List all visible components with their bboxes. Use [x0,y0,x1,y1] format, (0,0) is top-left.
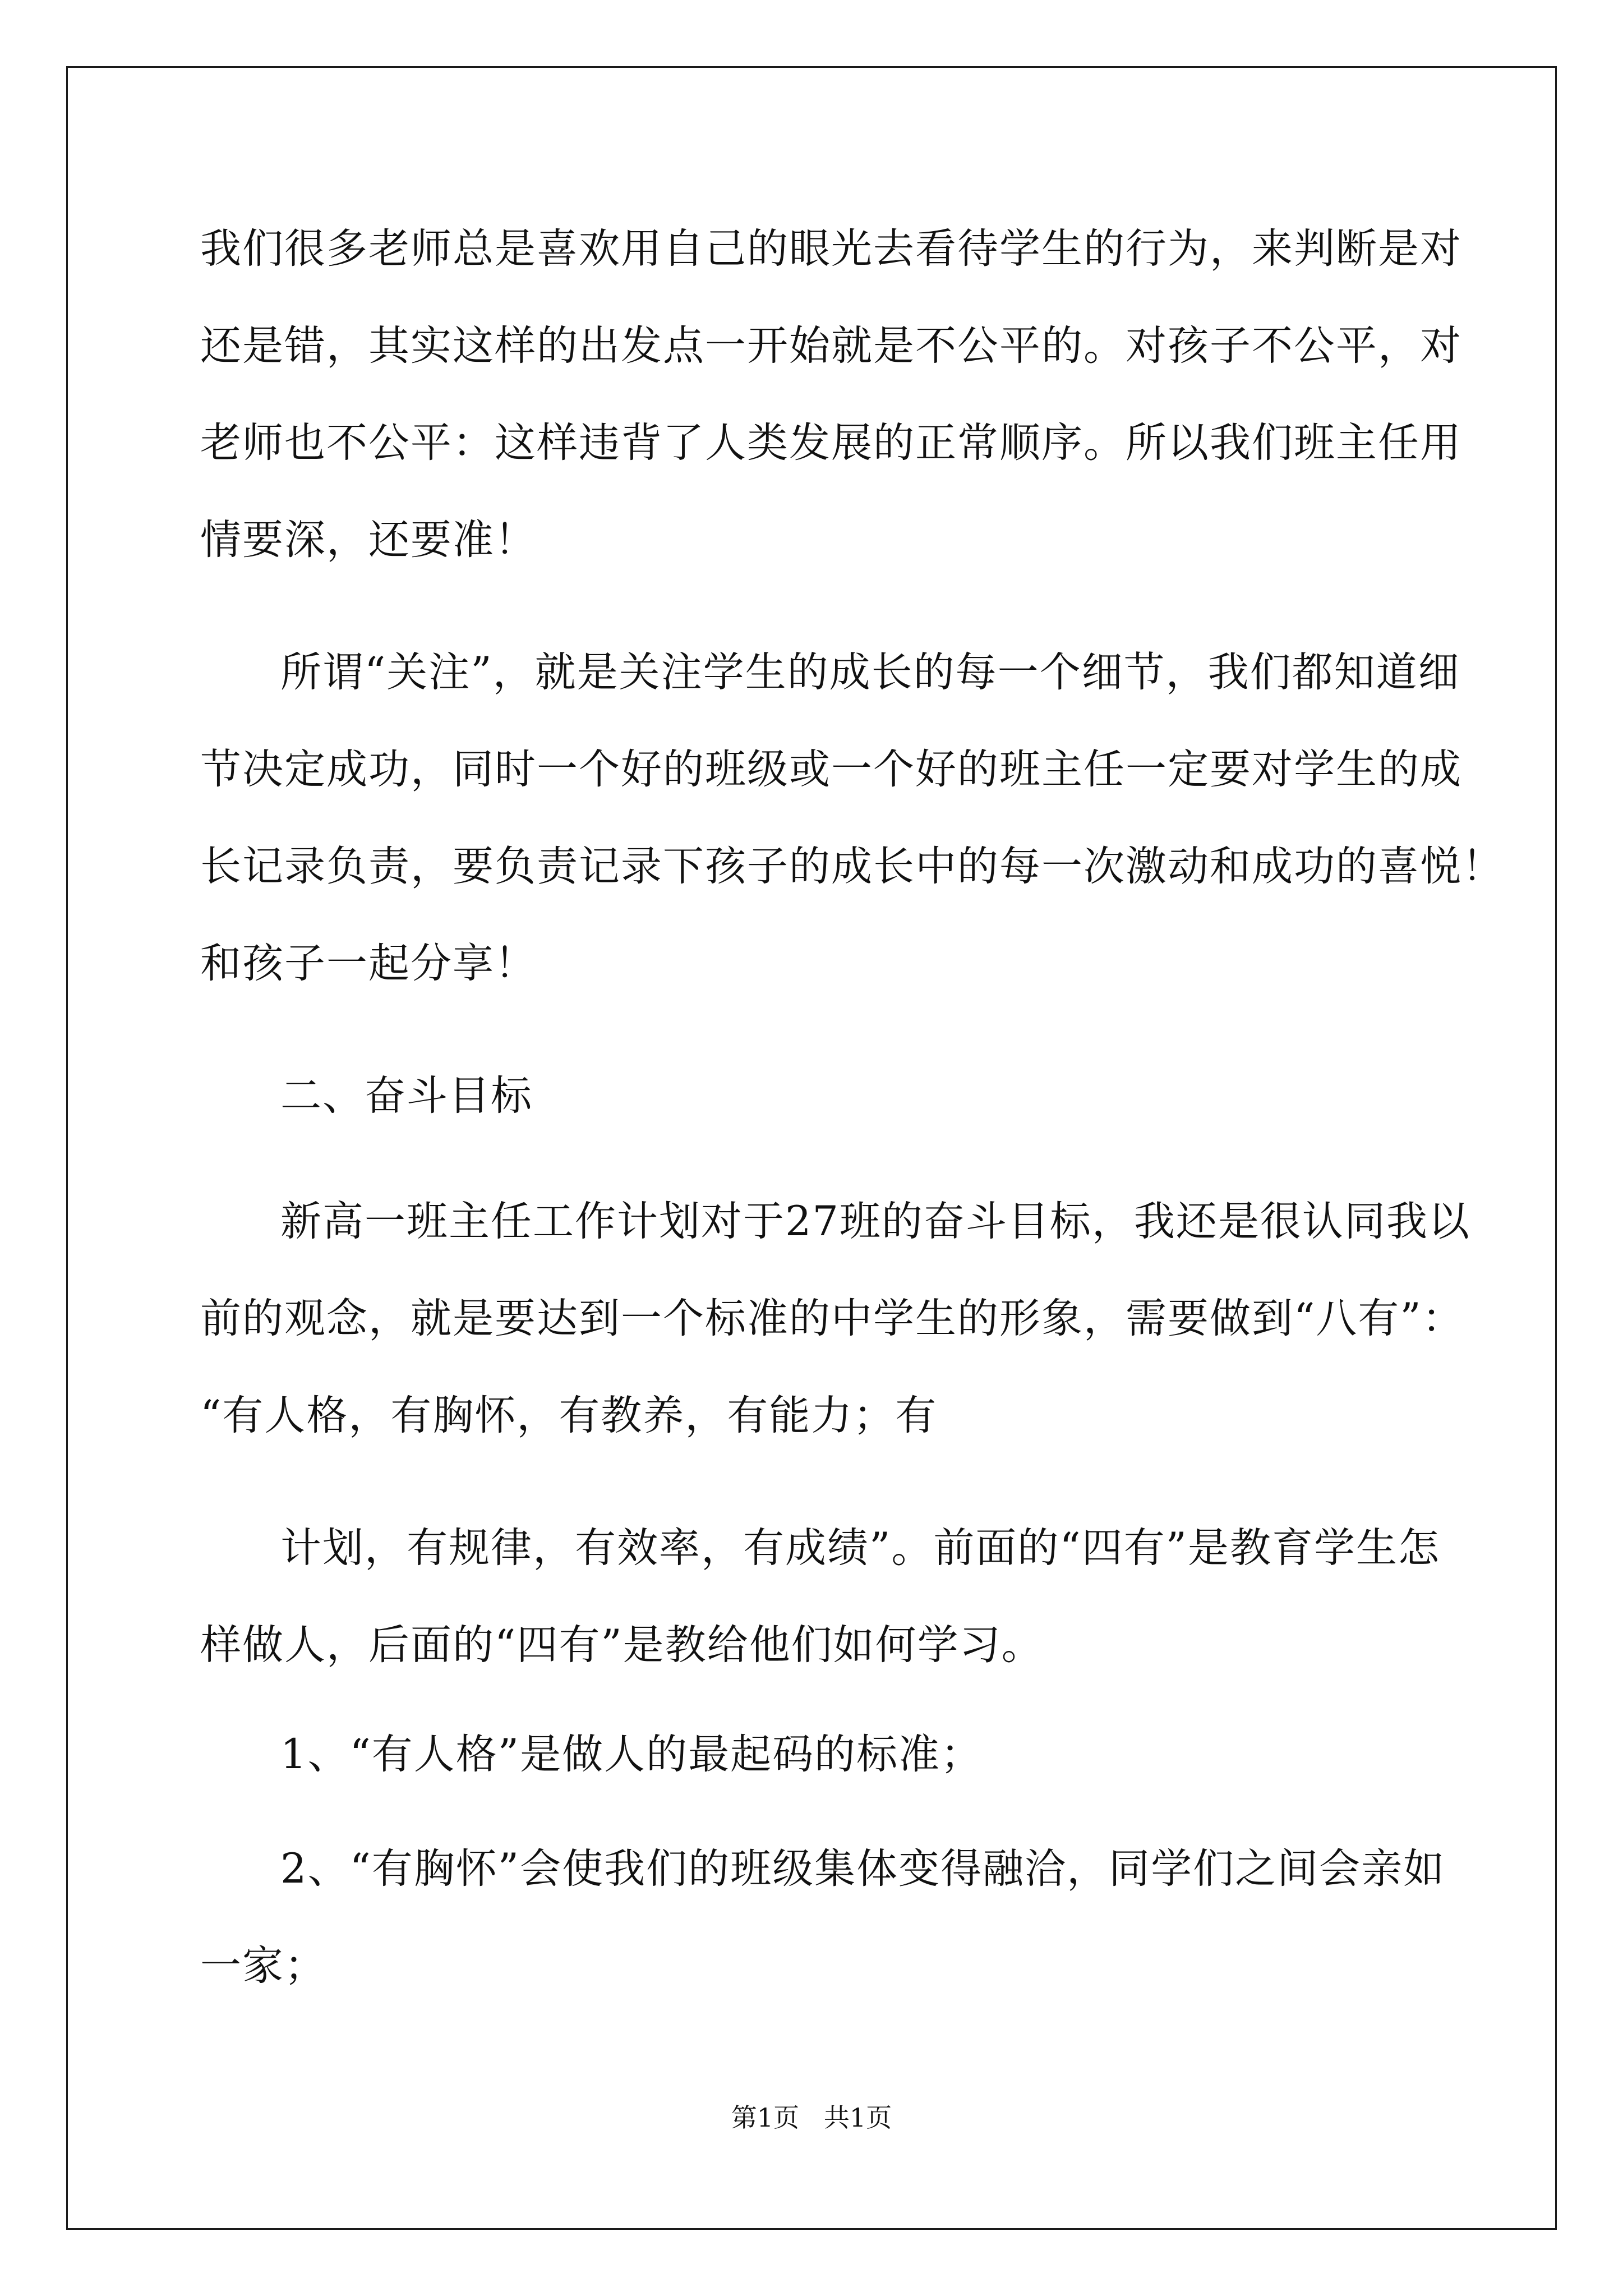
page-number-footer: 第1页 共1页 [731,2102,892,2133]
paragraph-line: 我们很多老师总是喜欢用自己的眼光去看待学生的行为，来判断是对 [200,225,1462,273]
paragraph-line: “有人格，有胸怀，有教养，有能力；有 [200,1392,938,1439]
paragraph-line: 老师也不公平：这样违背了人类发展的正常顺序。所以我们班主任用 [200,419,1462,467]
page-border [66,66,1557,2230]
section-heading: 二、奋斗目标 [280,1072,533,1120]
list-item: 2、“有胸怀”会使我们的班级集体变得融洽，同学们之间会亲如 [280,1845,1446,1893]
paragraph-line: 节决定成功，同时一个好的班级或一个好的班主任一定要对学生的成 [200,746,1462,793]
paragraph-line: 长记录负责，要负责记录下孩子的成长中的每一次激动和成功的喜悦！ [200,843,1504,890]
paragraph-line: 前的观念，就是要达到一个标准的中学生的形象，需要做到“八有”： [200,1295,1464,1342]
paragraph-line: 计划，有规律，有效率，有成绩”。前面的“四有”是教育学生怎 [280,1524,1440,1572]
paragraph-line: 新高一班主任工作计划对于27班的奋斗目标，我还是很认同我以 [280,1198,1470,1245]
paragraph-line: 所谓“关注”，就是关注学生的成长的每一个细节，我们都知道细 [280,648,1460,696]
paragraph-line: 和孩子一起分享！ [200,940,537,987]
paragraph-line: 样做人，后面的“四有”是教给他们如何学习。 [200,1621,1044,1669]
paragraph-line: 情要深，还要准！ [200,516,537,564]
paragraph-line: 还是错，其实这样的出发点一开始就是不公平的。对孩子不公平，对 [200,322,1462,370]
list-item: 一家； [200,1942,326,1990]
list-item: 1、“有人格”是做人的最起码的标准； [280,1731,983,1778]
